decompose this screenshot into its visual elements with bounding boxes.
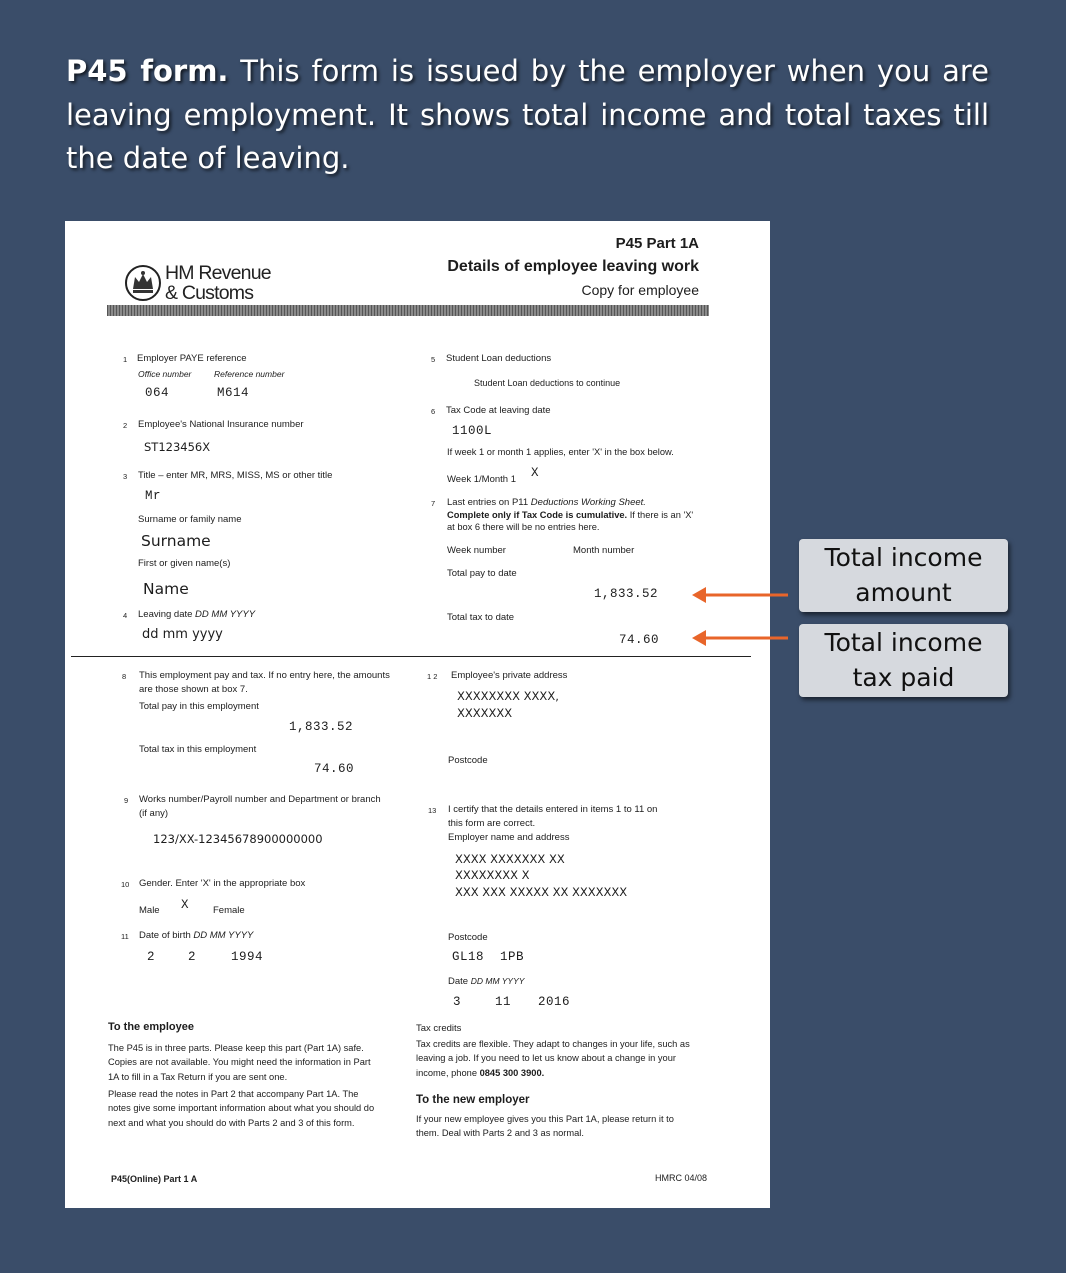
last-entries-line3: at box 6 there will be no entries here. — [447, 522, 600, 532]
section-9-number: 9 — [124, 796, 129, 805]
total-tax-callout-line2: tax paid — [852, 663, 955, 692]
ni-number-label: Employee's National Insurance number — [138, 419, 304, 430]
employer-address-label: Employer name and address — [448, 832, 570, 843]
tax-arrow-icon — [690, 627, 790, 649]
title-value: Mr — [145, 489, 162, 503]
dob-month: 2 — [188, 950, 197, 964]
employment-pay-line2: are those shown at box 7. — [139, 684, 248, 695]
form-part-label: P45 Part 1A — [615, 235, 699, 252]
section-4-number: 4 — [123, 611, 128, 620]
reference-number-value: M614 — [217, 386, 250, 400]
works-number-value: 123/XX-12345678900000000 — [153, 832, 323, 846]
total-tax-callout — [799, 624, 1008, 697]
total-tax-to-date-label: Total tax to date — [447, 612, 515, 623]
last-entries-line2 — [447, 510, 693, 520]
total-tax-to-date-value: 74.60 — [619, 633, 660, 647]
leaving-date-format: DD MM YYYY — [195, 609, 256, 620]
tax-code-label: Tax Code at leaving date — [446, 405, 551, 416]
employer-address-line3: XXX XXX XXXXX XX XXXXXXX — [455, 885, 628, 899]
cert-date-label-text: Date — [448, 976, 471, 987]
section-2-number: 2 — [123, 421, 128, 430]
tax-credits-body: Tax credits are flexible. They adapt to changes in your life, such as leaving a job. If you need to let us know about a change in your income, phone — [416, 1039, 690, 1078]
last-entries-line2-rest: If there is an 'X' — [627, 510, 694, 520]
works-number-line2: (if any) — [139, 808, 169, 819]
form-divider — [71, 656, 751, 657]
dob-day: 2 — [147, 950, 156, 964]
surname-label: Surname or family name — [138, 514, 242, 525]
hmrc-crown-logo-icon — [124, 263, 162, 308]
total-income-callout-line1: Total income — [824, 543, 983, 572]
ni-number-value: ST123456X — [144, 440, 211, 454]
income-arrow-icon — [690, 584, 790, 606]
works-number-line1: Works number/Payroll number and Department or branch — [139, 794, 381, 805]
total-tax-callout-line1: Total income — [824, 628, 983, 657]
section-6-number: 6 — [431, 407, 436, 416]
employer-postcode-label: Postcode — [448, 932, 488, 943]
employer-address-line1: XXXX XXXXXXX XX — [455, 852, 565, 866]
hmrc-logo-line2: & Customs — [165, 282, 254, 304]
tax-credits-phone: 0845 300 3900. — [479, 1067, 545, 1078]
last-entries-italic: Deductions Working Sheet. — [530, 497, 646, 508]
paye-ref-label: Employer PAYE reference — [137, 353, 247, 364]
week1-month1-value: X — [531, 466, 540, 480]
form-code-right: HMRC 04/08 — [655, 1173, 708, 1183]
private-postcode-label: Postcode — [448, 755, 488, 766]
month-number-label: Month number — [573, 545, 635, 556]
section-11-number: 11 — [121, 932, 129, 941]
tax-code-value: 1100L — [452, 424, 493, 438]
total-tax-employment-value: 74.60 — [314, 762, 355, 776]
student-loan-value: Student Loan deductions to continue — [474, 378, 621, 388]
leaving-date-label-text: Leaving date — [138, 609, 196, 620]
week1-note: If week 1 or month 1 applies, enter 'X' in the box below. — [447, 447, 674, 457]
week1-month1-label: Week 1/Month 1 — [447, 474, 517, 485]
last-entries-prefix: Last entries on P11 — [447, 497, 531, 508]
gender-label: Gender. Enter 'X' in the appropriate box — [139, 878, 306, 889]
cumulative-only-note: Complete only if Tax Code is cumulative. — [447, 510, 628, 520]
hmrc-logo-line1: HM Revenue — [165, 262, 271, 284]
certify-line2: this form are correct. — [448, 818, 536, 829]
header-rule — [107, 305, 709, 316]
tax-credits-heading: Tax credits — [416, 1023, 462, 1034]
to-employee-para1: The P45 is in three parts. Please keep this part (Part 1A) safe. Copies are not available. You might need the information in Part 1A to fill in a Tax Return if you are sent one. — [108, 1043, 371, 1082]
cert-date-year: 2016 — [538, 995, 571, 1009]
reference-number-label: Reference number — [214, 369, 285, 379]
title-label: Title – enter MR, MRS, MISS, MS or other title — [138, 470, 333, 481]
student-loan-label: Student Loan deductions — [446, 353, 552, 364]
section-13-number: 13 — [428, 806, 437, 815]
p45-form-scan — [65, 221, 770, 1208]
gender-male-mark: X — [181, 898, 190, 912]
new-employer-heading: To the new employer — [416, 1094, 530, 1106]
dob-year: 1994 — [231, 950, 264, 964]
to-employee-heading: To the employee — [108, 1021, 194, 1033]
last-entries-line1 — [447, 497, 646, 508]
week-number-label: Week number — [447, 545, 506, 556]
dob-label — [139, 930, 253, 941]
employer-address-line2: XXXXXXXX X — [455, 868, 530, 882]
intro-body: This form is issued by the employer when you are leaving employment. It shows total income and total taxes till the date of leaving. — [66, 54, 989, 175]
intro-bold-lead: P45 form. — [66, 54, 229, 88]
first-name-label: First or given name(s) — [138, 558, 231, 569]
private-address-line1: XXXXXXXX XXXX, — [457, 689, 559, 703]
office-number-value: 064 — [145, 386, 170, 400]
intro-text — [66, 50, 989, 181]
section-8-number: 8 — [122, 672, 127, 681]
dob-label-text: Date of birth — [139, 930, 194, 941]
total-income-callout-line2: amount — [855, 578, 952, 607]
form-code-left: P45(Online) Part 1 A — [111, 1174, 198, 1184]
employer-postcode-value: GL18 1PB — [452, 950, 525, 964]
to-employee-para2: Please read the notes in Part 2 that accompany Part 1A. The notes give some important information about what you should do next and what you should do with Parts 2 and 3 of this form. — [108, 1089, 375, 1128]
private-address-line2: XXXXXXX — [457, 706, 513, 720]
private-address-label: Employee's private address — [451, 670, 568, 681]
section-5-number: 5 — [431, 355, 436, 364]
total-income-callout — [799, 539, 1008, 612]
cert-date-month: 11 — [495, 995, 512, 1009]
total-pay-to-date-label: Total pay to date — [447, 568, 517, 579]
gender-male-label: Male — [139, 905, 160, 916]
section-7-number: 7 — [431, 499, 436, 508]
cert-date-format: DD MM YYYY — [470, 976, 525, 986]
leaving-date-value: dd mm yyyy — [142, 627, 223, 642]
section-10-number: 10 — [121, 880, 130, 889]
form-title: Details of employee leaving work — [447, 258, 699, 275]
section-12-number: 1 2 — [427, 672, 438, 681]
surname-value: Surname — [141, 532, 211, 550]
office-number-label: Office number — [138, 369, 192, 379]
form-subtitle: Copy for employee — [581, 282, 699, 298]
tax-credits-text — [416, 1037, 701, 1080]
total-pay-employment-value: 1,833.52 — [289, 720, 354, 734]
total-pay-employment-label: Total pay in this employment — [139, 701, 259, 712]
total-pay-to-date-value: 1,833.52 — [594, 587, 659, 601]
certify-line1: I certify that the details entered in items 1 to 11 on — [448, 804, 658, 815]
dob-format: DD MM YYYY — [193, 930, 254, 941]
employment-pay-line1: This employment pay and tax. If no entry here, the amounts — [139, 670, 390, 681]
section-3-number: 3 — [123, 472, 128, 481]
cert-date-day: 3 — [453, 995, 462, 1009]
leaving-date-label — [138, 609, 255, 620]
first-name-value: Name — [143, 580, 189, 598]
section-1-number: 1 — [123, 355, 128, 364]
total-tax-employment-label: Total tax in this employment — [139, 744, 257, 755]
new-employer-text: If your new employee gives you this Part 1A, please return it to them. Deal with Parts 2 and 3 as normal. — [416, 1114, 674, 1139]
cert-date-label — [448, 976, 524, 987]
gender-female-label: Female — [213, 905, 245, 916]
